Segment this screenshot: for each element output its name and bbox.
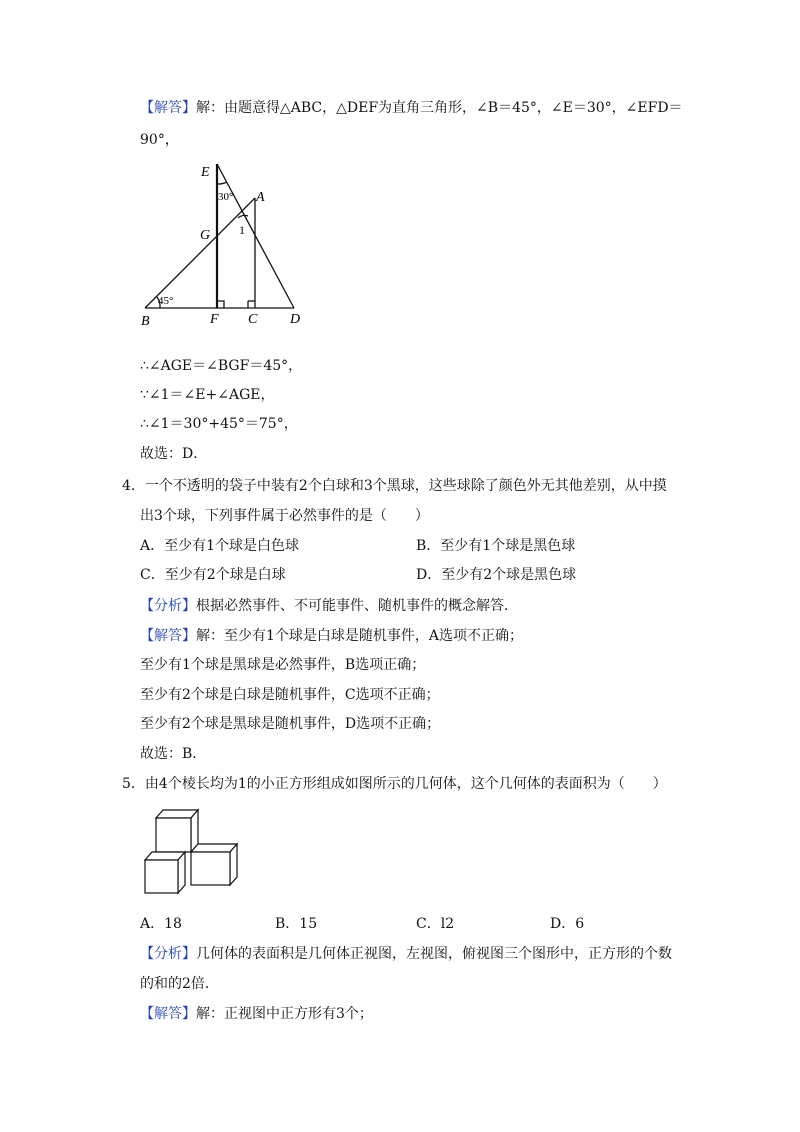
solution-tag: 【解答】 (140, 628, 196, 644)
q5-option-b: B．15 (275, 916, 318, 932)
q4-analysis (140, 596, 518, 616)
q5-solution-text: 解：正视图中正方形有3个； (196, 1006, 373, 1022)
q4-solution-line1 (140, 626, 523, 646)
label-D: D (290, 312, 301, 327)
q5-analysis-line2: 的和的2倍． (140, 976, 219, 992)
q5-analysis-text: 几何体的表面积是几何体正视图，左视图，俯视图三个图形中，正方形的个数 (196, 946, 672, 962)
q3-solution-line1 (140, 98, 683, 118)
q3-step3: ∴∠1＝30°+45°＝75°， (140, 416, 298, 432)
label-B: B (141, 314, 150, 328)
triangle-figure (138, 158, 318, 328)
label-C: C (248, 312, 258, 327)
q3-step2: ∵∠1＝∠E+∠AGE， (140, 387, 275, 403)
label-A: A (256, 190, 265, 205)
label-E: E (201, 165, 210, 180)
q4-analysis-text: 根据必然事件、不可能事件、随机事件的概念解答． (196, 598, 518, 614)
q5-solution-line1 (140, 1004, 373, 1024)
q5-option-c: C．l2 (416, 916, 455, 932)
q3-answer: 故选：D． (140, 446, 208, 462)
q4-stem-line1: 4．一个不透明的袋子中装有2个白球和3个黑球，这些球除了颜色外无其他差别，从中摸 (122, 478, 667, 494)
q4-solution-text: 解：至少有1个球是白球是随机事件，A选项不正确； (196, 628, 524, 644)
q5-option-a: A．18 (140, 916, 182, 932)
label-30deg: 30° (218, 191, 234, 203)
q3-solution-line2: 90°， (140, 132, 179, 148)
cube-figure (140, 804, 250, 904)
q5-option-d: D．6 (550, 916, 585, 932)
label-45deg: 45° (158, 295, 174, 307)
q4-solution-line4: 至少有2个球是黑球是随机事件，D选项不正确； (140, 716, 441, 732)
analysis-tag: 【分析】 (140, 598, 196, 614)
label-G: G (200, 228, 211, 243)
q4-stem-line2: 出3个球，下列事件属于必然事件的是（ ） (140, 508, 429, 524)
label-angle-1: 1 (239, 223, 245, 237)
solution-tag: 【解答】 (140, 1006, 196, 1022)
label-F: F (210, 312, 219, 327)
solution-tag: 【解答】 (140, 100, 196, 116)
q4-solution-line3: 至少有2个球是白球是随机事件，C选项不正确； (140, 687, 440, 703)
q4-option-c: C．至少有2个球是白球 (140, 567, 286, 583)
q4-option-b: B．至少有1个球是黑色球 (416, 538, 576, 554)
q3-solution-text: 解：由题意得△ABC，△DEF为直角三角形，∠B＝45°，∠E＝30°，∠EFD＝ (196, 100, 683, 116)
q4-option-d: D．至少有2个球是黑色球 (416, 567, 577, 583)
q4-option-a: A．至少有1个球是白色球 (140, 538, 300, 554)
q5-stem: 5．由4个棱长均为1的小正方形组成如图所示的几何体，这个几何体的表面积为（ ） (122, 776, 667, 792)
q5-analysis-line1 (140, 944, 672, 964)
q3-step1: ∴∠AGE＝∠BGF＝45°， (140, 358, 303, 374)
analysis-tag: 【分析】 (140, 946, 196, 962)
q4-answer: 故选：B． (140, 746, 207, 762)
q4-solution-line2: 至少有1个球是黑球是必然事件，B选项正确； (140, 657, 426, 673)
